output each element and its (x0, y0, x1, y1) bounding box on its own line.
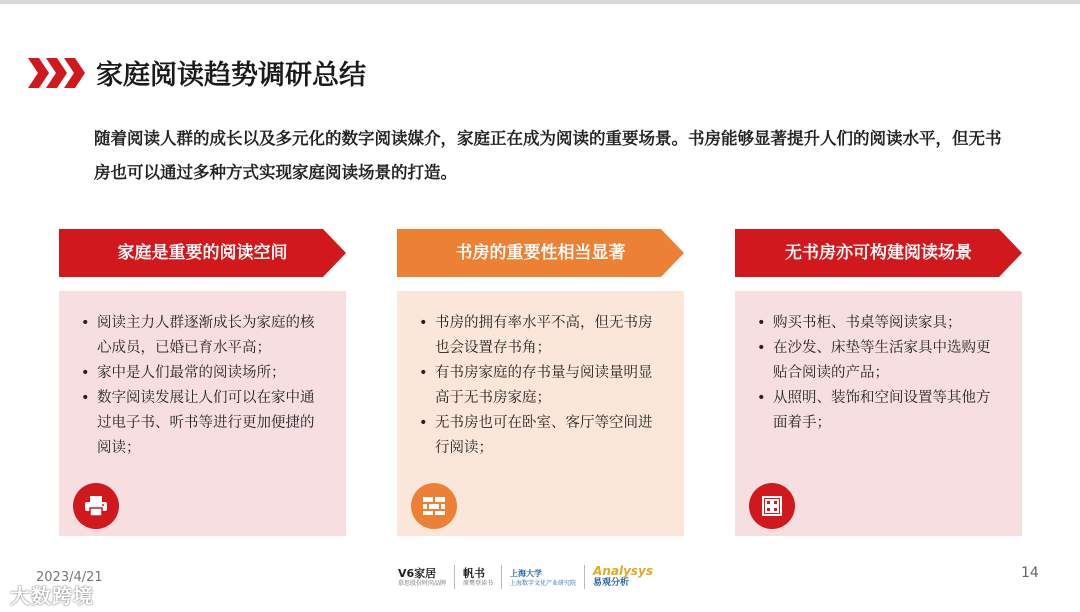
column-heading: 书房的重要性相当显著 (455, 243, 626, 263)
logo-divider (501, 565, 502, 589)
list-item: • 阅读主力人群逐渐成长为家庭的核心成员，已婚已育水平高； (81, 311, 328, 361)
bullet-list (397, 291, 684, 461)
list-item: • 无书房也可在卧室、客厅等空间进行阅读； (419, 411, 666, 461)
column-panel (59, 291, 346, 536)
bullet-list (59, 291, 346, 461)
list-item: • 家中是人们最常的阅读场所； (81, 361, 328, 386)
window-grid-icon (749, 483, 795, 529)
column-banner (59, 229, 346, 277)
logo-divider (454, 565, 455, 589)
top-border (0, 0, 1080, 4)
bullet-list (735, 291, 1022, 436)
list-item: • 购买书柜、书桌等阅读家具； (757, 311, 1004, 336)
fanshu-logo: 帆书 原樊登读书 (463, 566, 494, 587)
watermark: 大数跨境 (10, 584, 94, 608)
column-heading: 家庭是重要的阅读空间 (117, 243, 288, 263)
chevrons-icon (28, 58, 86, 88)
brick-wall-icon (411, 483, 457, 529)
list-item: • 数字阅读发展让人们可以在家中通过电子书、听书等进行更加便捷的阅读； (81, 386, 328, 461)
list-item: • 书房的拥有率水平不高，但无书房也会设置存书角； (419, 311, 666, 361)
column-study-importance (397, 229, 684, 456)
column-banner (735, 229, 1022, 277)
institute-logo: 上海大学 上海数字文化产业研究院 (510, 568, 577, 587)
logo-divider (584, 565, 585, 589)
column-panel (397, 291, 684, 536)
page-title: 家庭阅读趋势调研总结 (96, 60, 366, 91)
intro-paragraph: 随着阅读人群的成长以及多元化的数字阅读媒介，家庭正在成为阅读的重要场景。书房能够显著提升人们的阅读水平，但无书房也可以通过多种方式实现家庭阅读场景的打造。 (94, 129, 1002, 182)
list-item: • 从照明、装饰和空间设置等其他方面着手； (757, 386, 1004, 436)
page-number: 14 (1021, 565, 1039, 581)
v6-logo: V6家居 慕思股份时尚品牌 (398, 566, 447, 587)
printer-icon (73, 483, 119, 529)
column-panel (735, 291, 1022, 536)
list-item: • 在沙发、床垫等生活家具中选购更贴合阅读的产品； (757, 336, 1004, 386)
column-banner (397, 229, 684, 277)
partner-logos (398, 562, 653, 592)
list-item: • 有书房家庭的存书量与阅读量明显高于无书房家庭； (419, 361, 666, 411)
slide-date: 2023/4/21 (36, 570, 103, 585)
column-reading-space (59, 229, 346, 456)
column-heading: 无书房亦可构建阅读场景 (785, 243, 972, 263)
analysys-logo: Analysys 易观分析 (593, 564, 654, 588)
column-no-study-scene (735, 229, 1022, 431)
